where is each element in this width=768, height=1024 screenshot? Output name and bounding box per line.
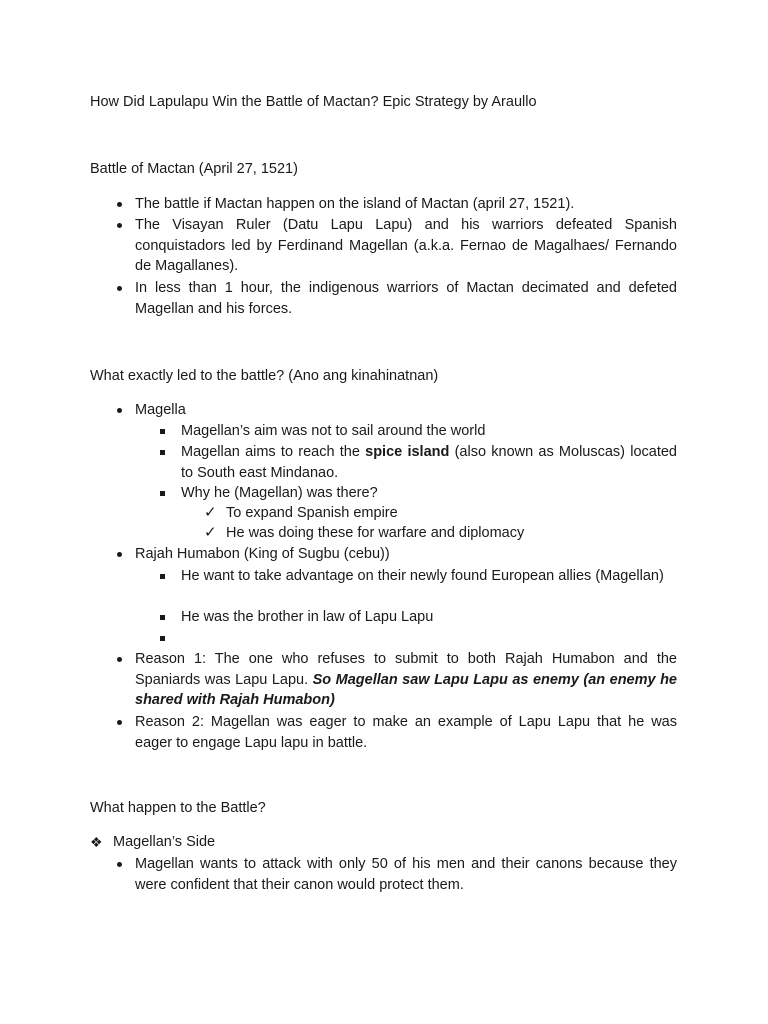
- list-item: To expand Spanish empire: [226, 505, 398, 521]
- square-bullet: [158, 421, 166, 441]
- section-heading-battle-events: What happen to the Battle?: [90, 800, 266, 816]
- check-icon: ✓: [204, 504, 217, 521]
- list-item: Magellan’s Side: [113, 834, 216, 850]
- bullet-dot: [115, 215, 123, 235]
- list-item: He was doing these for warfare and diplomacy: [226, 525, 525, 541]
- bullet-dot: [115, 649, 123, 669]
- square-bullet: [158, 607, 166, 627]
- document-title: How Did Lapulapu Win the Battle of Mactan? Epic Strategy by Araullo: [90, 94, 537, 110]
- square-bullet: [158, 566, 166, 586]
- list-item: Magellan aims to reach the spice island (also known as Moluscas) located to South east Mindanao.: [181, 444, 677, 481]
- bullet-dot: [115, 712, 123, 732]
- bullet-dot: [115, 278, 123, 298]
- check-icon: ✓: [204, 524, 217, 541]
- list-item: He want to take advantage on their newly found European allies (Magellan): [181, 568, 664, 584]
- bullet-dot: [115, 854, 123, 874]
- diamond-bullet-icon: ❖: [90, 834, 103, 850]
- bullet-dot: [115, 194, 123, 214]
- section-heading-causes: What exactly led to the battle? (Ano ang kinahinatnan): [90, 368, 439, 384]
- square-bullet: [158, 483, 166, 503]
- list-item: Rajah Humabon (King of Sugbu (cebu)): [135, 546, 390, 562]
- list-item: Magellan wants to attack with only 50 of his men and their canons because they were confident that their canon would protect them.: [135, 856, 677, 893]
- square-bullet: [158, 442, 166, 462]
- list-item: He was the brother in law of Lapu Lapu: [181, 609, 434, 625]
- section-heading-battle: Battle of Mactan (April 27, 1521): [90, 161, 298, 177]
- list-item: The Visayan Ruler (Datu Lapu Lapu) and his warriors defeated Spanish conquistadors led by Ferdinand Magellan (a.k.a. Fernao de Magalhaes/ Fernando de Magallanes).: [135, 217, 677, 275]
- list-item: Reason 2: Magellan was eager to make an example of Lapu Lapu that he was eager to engage Lapu lapu in battle.: [135, 714, 677, 751]
- bold-italic-phrase: So Magellan saw Lapu Lapu as enemy (an enemy he shared with Rajah Humabon): [135, 671, 677, 709]
- list-item: In less than 1 hour, the indigenous warriors of Mactan decimated and defeted Magellan and his forces.: [135, 280, 677, 317]
- list-item: Why he (Magellan) was there?: [181, 485, 378, 501]
- square-bullet: [158, 628, 166, 648]
- list-item: Magella: [135, 402, 186, 418]
- list-item: The battle if Mactan happen on the island of Mactan (april 27, 1521).: [135, 196, 575, 212]
- bullet-dot: [115, 400, 123, 420]
- bullet-dot: [115, 544, 123, 564]
- bold-phrase: spice island: [365, 444, 450, 460]
- list-item: Reason 1: The one who refuses to submit to both Rajah Humabon and the Spaniards was Lapu Lapu. So Magellan saw Lapu Lapu as enemy (an enemy he shared with Rajah Humabon): [135, 651, 677, 709]
- list-item: Magellan’s aim was not to sail around the world: [181, 423, 486, 439]
